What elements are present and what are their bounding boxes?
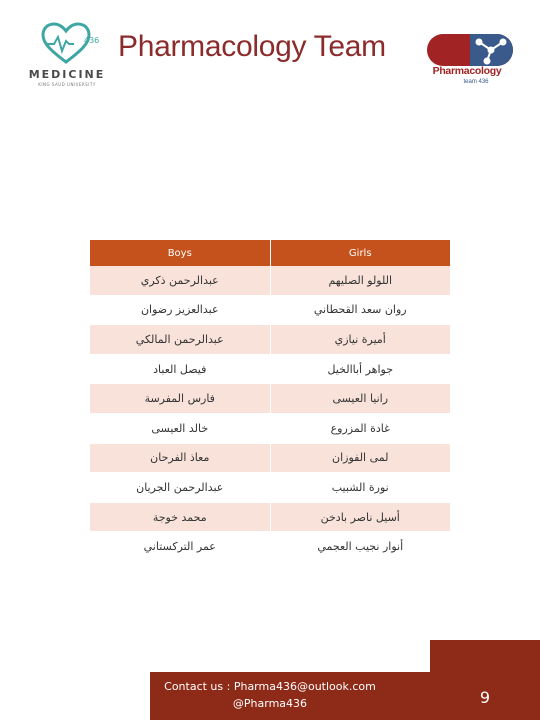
table-header-row [90,240,450,266]
logo-badge: 436 [84,36,100,45]
medicine-logo [22,18,112,96]
table-row [90,413,450,443]
pharmacology-team-logo [425,30,517,92]
girl-name: لمى الفوزان [270,443,450,473]
boy-name: عبدالرحمن المالكي [90,325,270,355]
boy-name: عبدالعزيز رضوان [90,295,270,325]
table-row [90,266,450,295]
boy-name: معاذ الفرحان [90,443,270,473]
logo-subtitle: KING SAUD UNIVERSITY [38,82,96,87]
page-number: 9 [479,688,491,707]
boy-name: فارس المفرسة [90,384,270,414]
capsule-molecule-icon [425,30,517,70]
logo-brand: Pharmacology [432,65,502,77]
team-roster-table [90,240,450,562]
boy-name: عمر التركستاني [90,532,270,562]
table-row [90,384,450,414]
boy-name: محمد خوجة [90,502,270,532]
girl-name: أميرة نيازي [270,325,450,355]
boy-name: عبدالرحمن ذكري [90,266,270,295]
boy-name: عبدالرحمن الجريان [90,473,270,503]
boy-name: خالد العيسى [90,413,270,443]
contact-email: Contact us : Pharma436@outlook.com [164,680,376,693]
table-row [90,502,450,532]
girl-name: أنوار نجيب العجمي [270,532,450,562]
girl-name: اللولو الصليهم [270,266,450,295]
girl-name: نورة الشبيب [270,473,450,503]
header-boys: Boys [90,240,270,266]
contact-handle: @Pharma436 [232,697,308,710]
page-title: Pharmacology Team [118,30,386,63]
table-row [90,354,450,384]
boy-name: فيصل العباد [90,354,270,384]
girl-name: جواهر أباالخيل [270,354,450,384]
table-row [90,325,450,355]
footer-contact-bar [150,672,430,720]
logo-team: team 436 [463,79,489,85]
page-number-box [430,640,540,720]
table-row [90,473,450,503]
table-row [90,532,450,562]
header-girls: Girls [270,240,450,266]
girl-name: غادة المزروع [270,413,450,443]
table-row [90,443,450,473]
girl-name: أسيل ناصر بادخن [270,502,450,532]
girl-name: روان سعد القحطاني [270,295,450,325]
table-row [90,295,450,325]
girl-name: رانيا العيسى [270,384,450,414]
logo-wordmark: MEDICINE [28,68,106,81]
